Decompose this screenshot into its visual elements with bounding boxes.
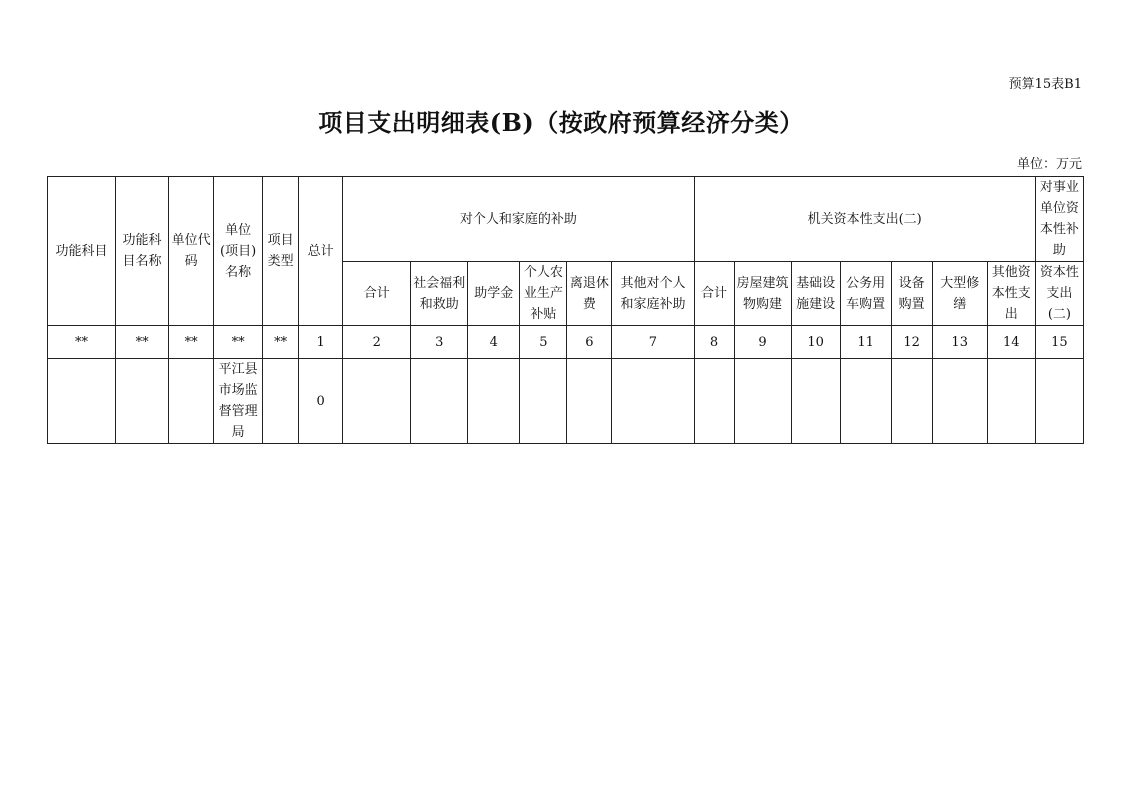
index-cell: ** xyxy=(169,326,214,359)
index-cell: 7 xyxy=(612,326,694,359)
header-unit-project-name: 单位(项目)名称 xyxy=(214,177,263,326)
table-row xyxy=(48,359,1084,444)
cell-value xyxy=(694,359,734,444)
cell-value xyxy=(411,359,468,444)
index-cell: 15 xyxy=(1035,326,1083,359)
cell-value xyxy=(840,359,891,444)
index-cell: 2 xyxy=(343,326,411,359)
header-row-1 xyxy=(48,177,1084,262)
budget-table xyxy=(47,176,1084,444)
cell-total: 0 xyxy=(299,359,343,444)
subheader-equipment-purchase: 设备购置 xyxy=(891,262,932,326)
cell-value xyxy=(468,359,520,444)
index-cell: ** xyxy=(263,326,299,359)
cell-unit-code xyxy=(169,359,214,444)
subheader-scholarship: 助学金 xyxy=(468,262,520,326)
index-cell: 12 xyxy=(891,326,932,359)
index-cell: 11 xyxy=(840,326,891,359)
index-cell: 6 xyxy=(567,326,612,359)
document-code: 预算15表B1 xyxy=(1008,77,1082,92)
header-unit-code: 单位代码 xyxy=(169,177,214,326)
cell-value xyxy=(791,359,840,444)
index-cell: 3 xyxy=(411,326,468,359)
header-group-enterprise-capital: 对事业单位资本性补助 xyxy=(1035,177,1083,262)
index-cell: 8 xyxy=(694,326,734,359)
subheader-other-capital: 其他资本性支出 xyxy=(987,262,1035,326)
index-cell: 5 xyxy=(520,326,567,359)
subheader-social-welfare: 社会福利和救助 xyxy=(411,262,468,326)
header-group-personal-family: 对个人和家庭的补助 xyxy=(343,177,694,262)
cell-value xyxy=(612,359,694,444)
cell-function-name xyxy=(116,359,169,444)
index-cell: ** xyxy=(214,326,263,359)
index-cell: 1 xyxy=(299,326,343,359)
unit-label: 单位：万元 xyxy=(1016,157,1082,172)
index-cell: ** xyxy=(48,326,116,359)
subheader-other-personal: 其他对个人和家庭补助 xyxy=(612,262,694,326)
header-function-name: 功能科目名称 xyxy=(116,177,169,326)
index-cell: 9 xyxy=(734,326,791,359)
header-group-capital-2: 机关资本性支出(二) xyxy=(694,177,1035,262)
cell-value xyxy=(567,359,612,444)
subheader-farm-subsidy: 个人农业生产补贴 xyxy=(520,262,567,326)
cell-value xyxy=(987,359,1035,444)
header-total: 总计 xyxy=(299,177,343,326)
subheader-infrastructure: 基础设施建设 xyxy=(791,262,840,326)
cell-function-subject xyxy=(48,359,116,444)
cell-value xyxy=(520,359,567,444)
index-cell: 14 xyxy=(987,326,1035,359)
subheader-retirement: 离退休费 xyxy=(567,262,612,326)
cell-unit-name: 平江县市场监督管理局 xyxy=(214,359,263,444)
cell-project-type xyxy=(263,359,299,444)
index-cell: 10 xyxy=(791,326,840,359)
index-cell: ** xyxy=(116,326,169,359)
cell-value xyxy=(1035,359,1083,444)
header-project-type: 项目类型 xyxy=(263,177,299,326)
page-title: 项目支出明细表(B)（按政府预算经济分类） xyxy=(318,108,804,137)
index-cell: 13 xyxy=(932,326,987,359)
cell-value xyxy=(891,359,932,444)
index-row xyxy=(48,326,1084,359)
subheader-building-purchase: 房屋建筑物购建 xyxy=(734,262,791,326)
cell-value xyxy=(343,359,411,444)
cell-value xyxy=(734,359,791,444)
index-cell: 4 xyxy=(468,326,520,359)
cell-value xyxy=(932,359,987,444)
subheader-capital-total: 合计 xyxy=(694,262,734,326)
subheader-major-repair: 大型修缮 xyxy=(932,262,987,326)
subheader-vehicle-purchase: 公务用车购置 xyxy=(840,262,891,326)
header-function-subject: 功能科目 xyxy=(48,177,116,326)
subheader-personal-total: 合计 xyxy=(343,262,411,326)
subheader-capital-expense-2: 资本性支出(二) xyxy=(1035,262,1083,326)
